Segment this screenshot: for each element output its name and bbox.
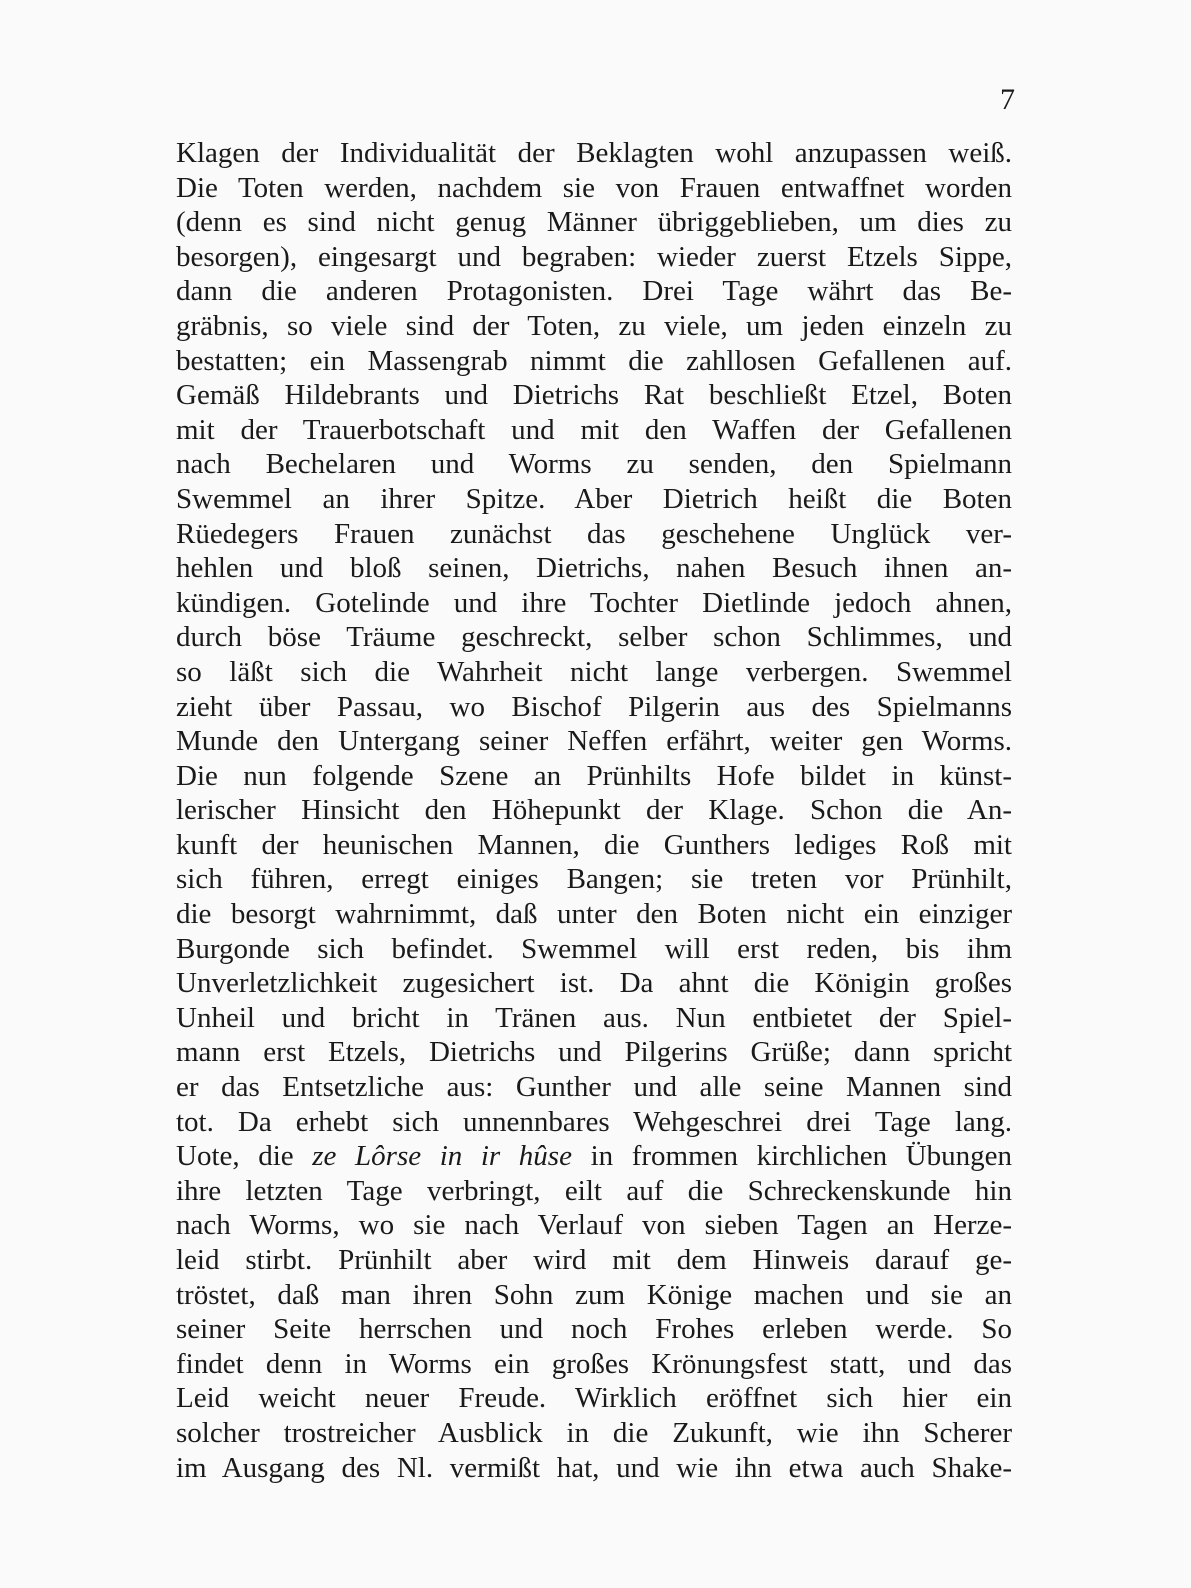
text-line: seiner Seite herrschen und noch Frohes erleben werde. So xyxy=(176,1313,1012,1346)
text-line: Gemäß Hildebrants und Dietrichs Rat beschließt Etzel, Boten xyxy=(176,379,1012,412)
text-line: Unheil und bricht in Tränen aus. Nun entbietet der Spiel- xyxy=(176,1001,1012,1034)
text-line: findet denn in Worms ein großes Krönungsfest statt, und das xyxy=(176,1347,1012,1380)
text-line: Unverletzlichkeit zugesichert ist. Da ahnt die Königin großes xyxy=(176,967,1012,1000)
text-segment: Uote, die xyxy=(176,1140,313,1173)
text-line: mit der Trauerbotschaft und mit den Waffen der Gefallenen xyxy=(176,413,1012,446)
text-line: tröstet, daß man ihren Sohn zum Könige machen und sie an xyxy=(176,1278,1012,1311)
text-line: Die Toten werden, nachdem sie von Frauen entwaffnet worden xyxy=(176,171,1012,204)
text-line: Swemmel an ihrer Spitze. Aber Dietrich heißt die Boten xyxy=(176,482,1012,515)
text-line: besorgen), eingesargt und begraben: wieder zuerst Etzels Sippe, xyxy=(176,240,1012,273)
text-line: er das Entsetzliche aus: Gunther und alle seine Mannen sind xyxy=(176,1071,1012,1104)
text-line: bestatten; ein Massengrab nimmt die zahllosen Gefallenen auf. xyxy=(176,344,1012,377)
text-line: hehlen und bloß seinen, Dietrichs, nahen Besuch ihnen an- xyxy=(176,552,1012,585)
text-line: die besorgt wahrnimmt, daß unter den Boten nicht ein einziger xyxy=(176,898,1012,931)
page-number: 7 xyxy=(1000,83,1015,116)
text-line: zieht über Passau, wo Bischof Pilgerin aus des Spielmanns xyxy=(176,690,1012,723)
text-line: Burgonde sich befindet. Swemmel will erst reden, bis ihm xyxy=(176,932,1012,965)
text-line: Leid weicht neuer Freude. Wirklich eröffnet sich hier ein xyxy=(176,1382,1012,1415)
body-text xyxy=(176,136,1012,1485)
text-line: nach Worms, wo sie nach Verlauf von sieben Tagen an Herze- xyxy=(176,1209,1012,1242)
text-line: ihre letzten Tage verbringt, eilt auf die Schreckenskunde hin xyxy=(176,1174,1012,1207)
text-line: im Ausgang des Nl. vermißt hat, und wie ihn etwa auch Shake- xyxy=(176,1451,1012,1484)
text-line: gräbnis, so viele sind der Toten, zu viele, um jeden einzeln zu xyxy=(176,309,1012,342)
text-line: tot. Da erhebt sich unnennbares Wehgeschrei drei Tage lang. xyxy=(176,1105,1012,1138)
text-line: solcher trostreicher Ausblick in die Zukunft, wie ihn Scherer xyxy=(176,1416,1012,1449)
text-line: lerischer Hinsicht den Höhepunkt der Klage. Schon die An- xyxy=(176,794,1012,827)
text-line: kunft der heunischen Mannen, die Gunthers lediges Roß mit xyxy=(176,828,1012,861)
text-line: nach Bechelaren und Worms zu senden, den Spielmann xyxy=(176,448,1012,481)
text-line: durch böse Träume geschreckt, selber schon Schlimmes, und xyxy=(176,621,1012,654)
text-line: mann erst Etzels, Dietrichs und Pilgerins Grüße; dann spricht xyxy=(176,1036,1012,1069)
text-segment: in frommen kirchlichen Übungen xyxy=(571,1140,1012,1173)
text-line: so läßt sich die Wahrheit nicht lange verbergen. Swemmel xyxy=(176,655,1012,688)
text-line: leid stirbt. Prünhilt aber wird mit dem Hinweis darauf ge- xyxy=(176,1244,1012,1276)
text-line: Die nun folgende Szene an Prünhilts Hofe bildet in künst- xyxy=(176,759,1012,792)
text-line: kündigen. Gotelinde und ihre Tochter Dietlinde jedoch ahnen, xyxy=(176,586,1012,619)
italic-quote: ze Lôrse in ir hûse xyxy=(312,1140,572,1173)
text-line-with-italic xyxy=(176,1139,1012,1174)
text-line: Klagen der Individualität der Beklagten wohl anzupassen weiß. xyxy=(176,137,1012,169)
text-line: sich führen, erregt einiges Bangen; sie treten vor Prünhilt, xyxy=(176,863,1012,896)
text-line: (denn es sind nicht genug Männer übriggeblieben, um dies zu xyxy=(176,206,1012,239)
text-line: Munde den Untergang seiner Neffen erfährt, weiter gen Worms. xyxy=(176,725,1012,758)
text-line: Rüedegers Frauen zunächst das geschehene Unglück ver- xyxy=(176,517,1012,550)
text-line: dann die anderen Protagonisten. Drei Tage währt das Be- xyxy=(176,275,1012,308)
